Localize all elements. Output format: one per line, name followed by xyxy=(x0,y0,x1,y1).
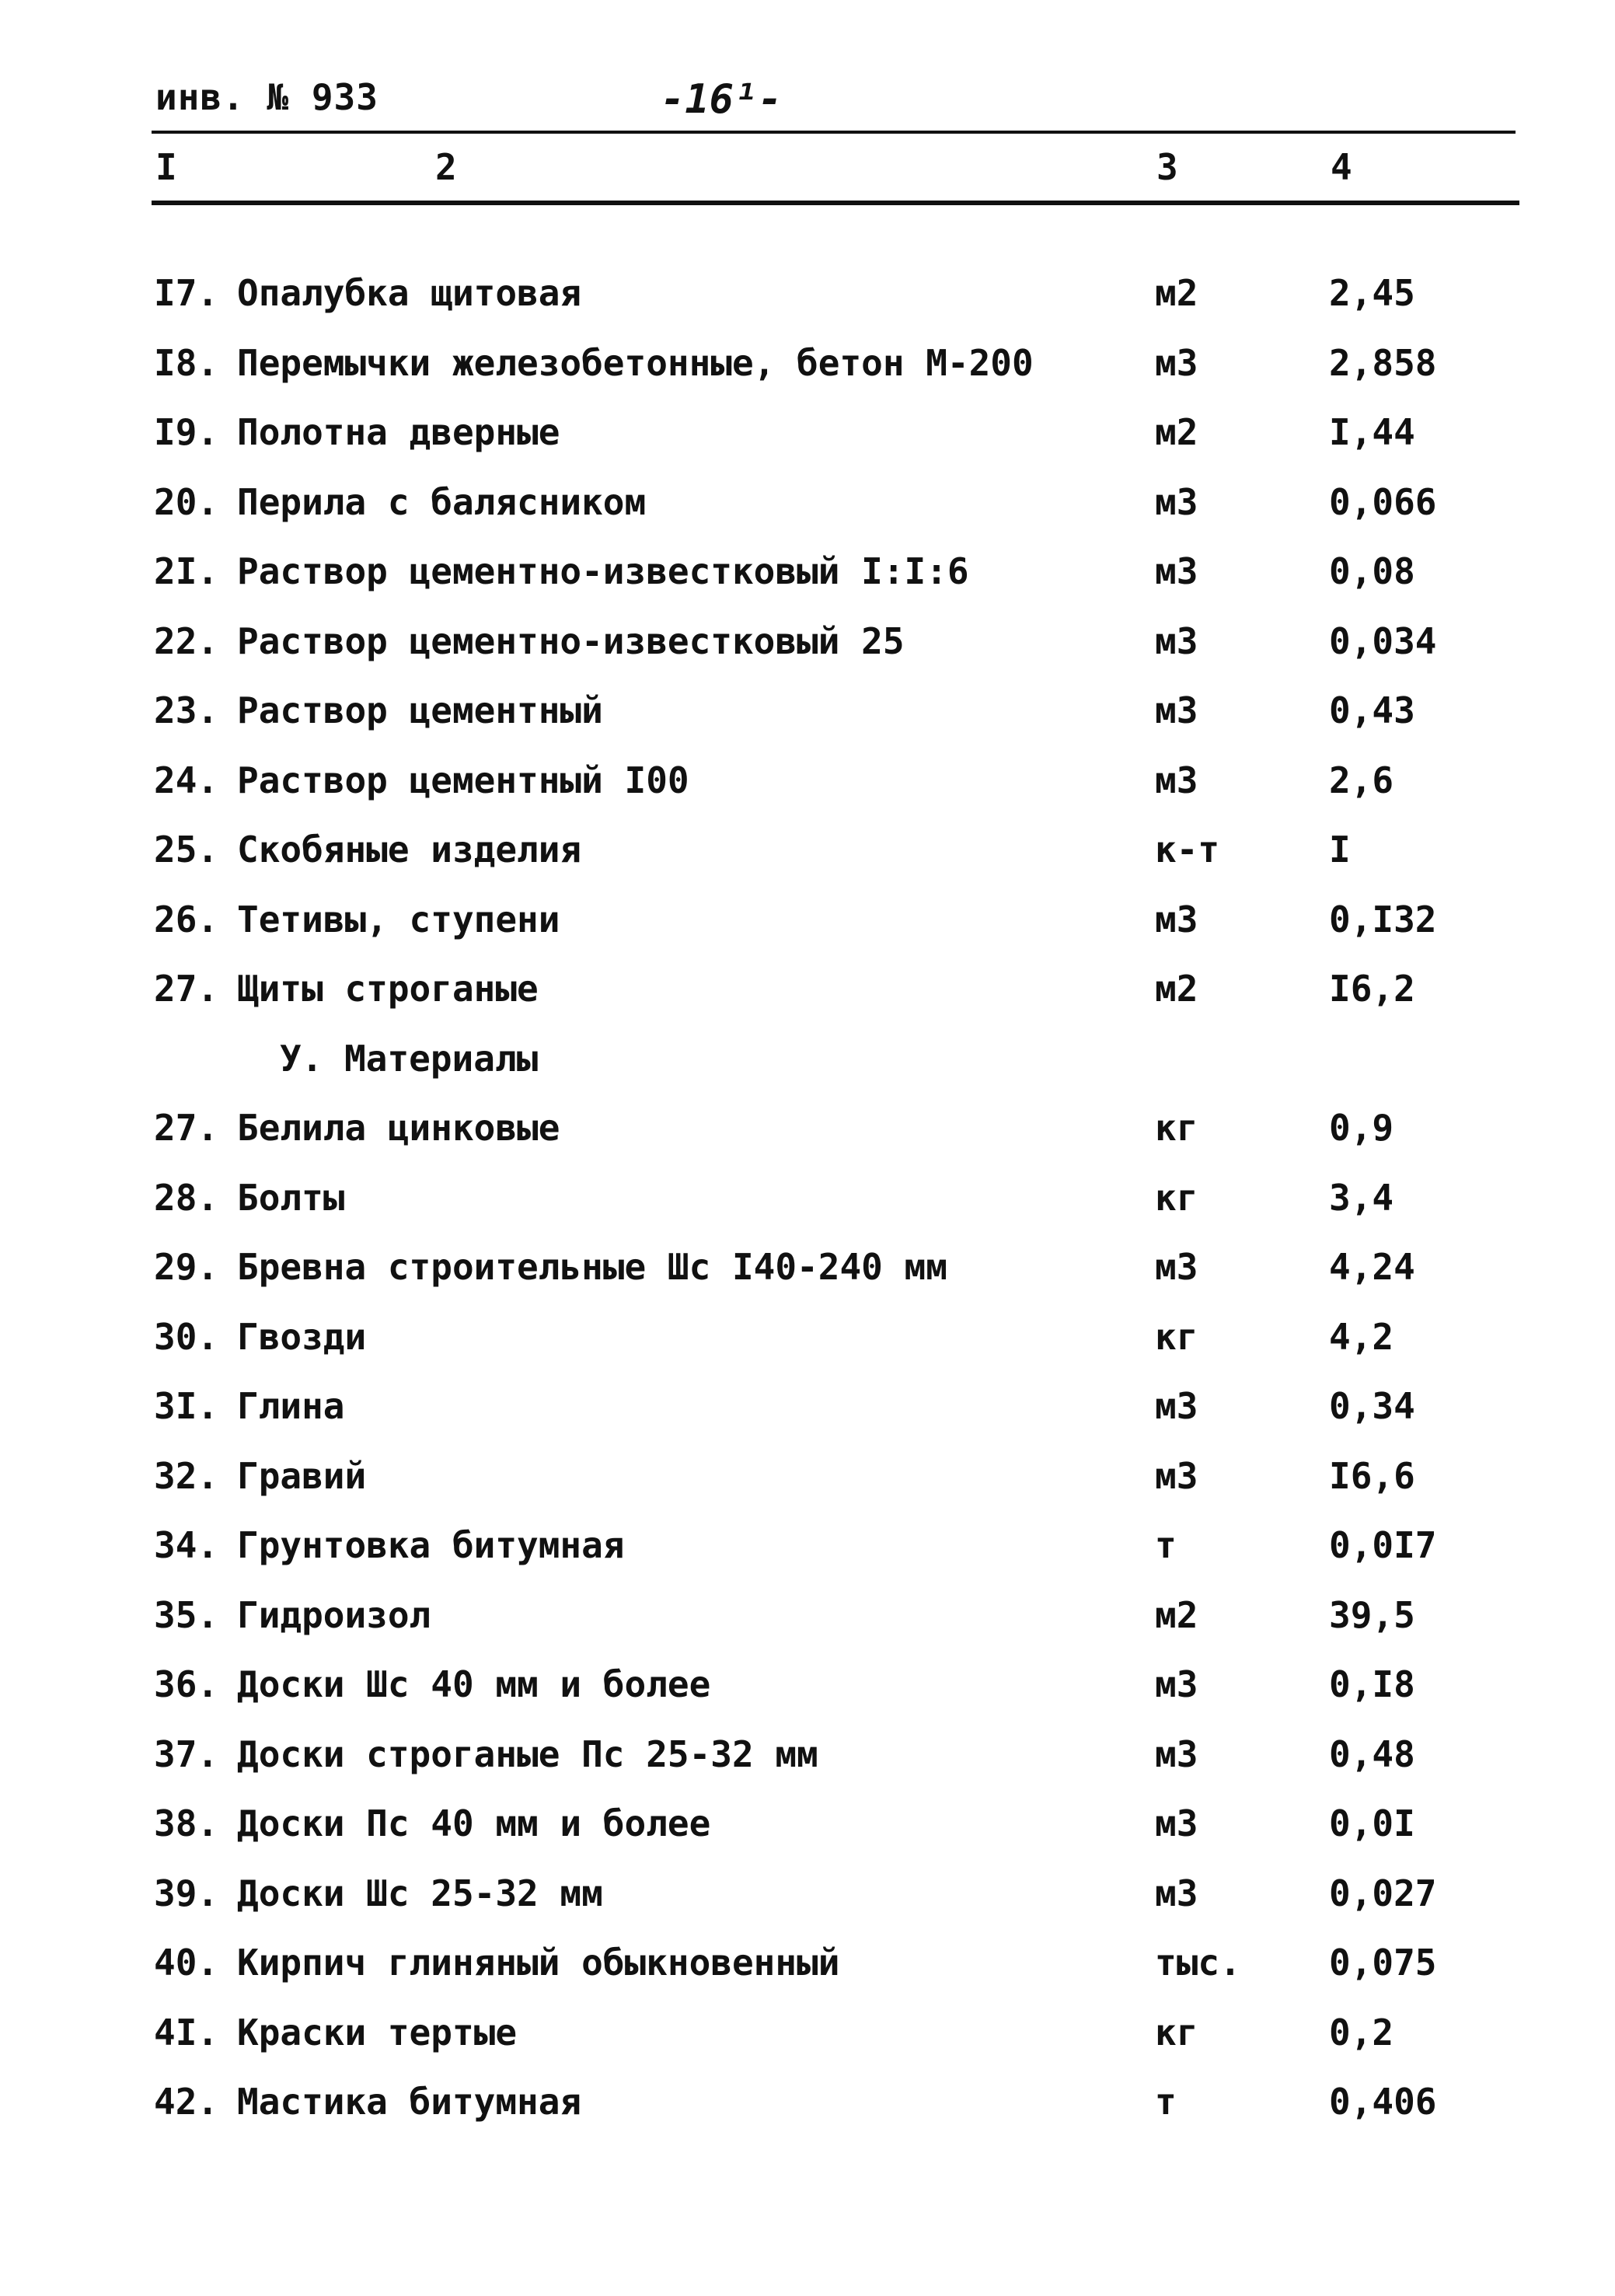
item-name: Доски Шс 40 мм и более xyxy=(237,1663,711,1705)
item-quantity: 0,406 xyxy=(1329,2081,1437,2123)
item-number: 27. xyxy=(154,1107,219,1149)
item-quantity: 39,5 xyxy=(1329,1593,1415,1636)
item-quantity: I6,6 xyxy=(1329,1454,1415,1497)
items-table xyxy=(0,264,1615,2143)
item-unit: м2 xyxy=(1155,411,1198,453)
page-number: -16¹- xyxy=(661,76,783,123)
item-number: 40. xyxy=(154,1942,219,1984)
item-quantity: 3,4 xyxy=(1329,1176,1394,1219)
table-row xyxy=(0,960,1615,1030)
item-number: 25. xyxy=(154,829,219,871)
item-quantity: 2,858 xyxy=(1329,341,1437,384)
table-row xyxy=(0,1308,1615,1378)
item-number: 20. xyxy=(154,480,219,523)
item-number: 26. xyxy=(154,898,219,940)
table-row xyxy=(0,1795,1615,1865)
item-unit: м3 xyxy=(1155,898,1198,940)
table-row xyxy=(0,1725,1615,1795)
item-number: I9. xyxy=(154,411,219,453)
table-row xyxy=(0,1377,1615,1447)
item-quantity: 0,34 xyxy=(1329,1385,1415,1427)
item-quantity: 0,48 xyxy=(1329,1732,1415,1775)
table-row xyxy=(0,1238,1615,1308)
item-quantity: 0,2 xyxy=(1329,2011,1394,2053)
item-name: Щиты строганые xyxy=(237,968,539,1010)
item-number: 29. xyxy=(154,1246,219,1288)
item-quantity: I6,2 xyxy=(1329,968,1415,1010)
item-name: Гвозди xyxy=(237,1315,367,1358)
table-row xyxy=(0,1169,1615,1239)
table-row xyxy=(0,1099,1615,1169)
header-rule-bottom xyxy=(152,201,1519,205)
item-quantity: 0,43 xyxy=(1329,689,1415,731)
item-quantity: 4,24 xyxy=(1329,1246,1415,1288)
item-number: 36. xyxy=(154,1663,219,1705)
item-unit: м3 xyxy=(1155,1732,1198,1775)
item-unit: м3 xyxy=(1155,1872,1198,1914)
item-name: Болты xyxy=(237,1176,345,1219)
item-name: Доски Шс 25-32 мм xyxy=(237,1872,603,1914)
item-name: Полотна дверные xyxy=(237,411,560,453)
table-row xyxy=(0,1656,1615,1725)
item-quantity: 0,075 xyxy=(1329,1942,1437,1984)
column-header-1: I xyxy=(155,146,177,188)
table-row xyxy=(0,821,1615,891)
item-unit: м3 xyxy=(1155,550,1198,592)
item-name: Бревна строительные Шс I40-240 мм xyxy=(237,1246,947,1288)
item-unit: м3 xyxy=(1155,1454,1198,1497)
table-row xyxy=(0,1865,1615,1935)
item-name: Белила цинковые xyxy=(237,1107,560,1149)
section-heading-row xyxy=(0,1030,1615,1100)
item-quantity: I,44 xyxy=(1329,411,1415,453)
item-name: Раствор цементный I00 xyxy=(237,759,689,801)
item-unit: тыс. xyxy=(1155,1942,1241,1984)
item-unit: м3 xyxy=(1155,341,1198,384)
item-number: 37. xyxy=(154,1732,219,1775)
table-row xyxy=(0,1516,1615,1586)
item-unit: м2 xyxy=(1155,968,1198,1010)
item-unit: м3 xyxy=(1155,1246,1198,1288)
item-number: 38. xyxy=(154,1802,219,1844)
inventory-number xyxy=(155,76,378,118)
item-unit: кг xyxy=(1155,1107,1198,1149)
item-unit: кг xyxy=(1155,1315,1198,1358)
item-name: Тетивы, ступени xyxy=(237,898,560,940)
item-unit: м3 xyxy=(1155,1385,1198,1427)
item-unit: кг xyxy=(1155,1176,1198,1219)
item-name: Раствор цементный xyxy=(237,689,603,731)
item-name: Гидроизол xyxy=(237,1593,431,1636)
item-number: 2I. xyxy=(154,550,219,592)
item-name: Кирпич глиняный обыкновенный xyxy=(237,1942,840,1984)
table-row xyxy=(0,682,1615,752)
item-name: Опалубка щитовая xyxy=(237,272,582,314)
table-row xyxy=(0,403,1615,473)
item-name: Доски строганые Пс 25-32 мм xyxy=(237,1732,818,1775)
item-name: Скобяные изделия xyxy=(237,829,582,871)
header-rule-top xyxy=(152,131,1516,134)
item-quantity: 0,034 xyxy=(1329,619,1437,662)
item-quantity: 0,0I7 xyxy=(1329,1524,1437,1566)
item-number: 22. xyxy=(154,619,219,662)
item-quantity: 2,6 xyxy=(1329,759,1394,801)
table-row xyxy=(0,543,1615,612)
item-unit: м3 xyxy=(1155,689,1198,731)
item-quantity: 0,066 xyxy=(1329,480,1437,523)
table-row xyxy=(0,2004,1615,2074)
item-quantity: 0,I32 xyxy=(1329,898,1437,940)
item-unit: м3 xyxy=(1155,759,1198,801)
item-unit: кг xyxy=(1155,2011,1198,2053)
item-unit: к-т xyxy=(1155,829,1220,871)
column-headers xyxy=(0,146,1615,193)
item-number: 35. xyxy=(154,1593,219,1636)
item-unit: м3 xyxy=(1155,1663,1198,1705)
item-name: Раствор цементно-известковый I:I:6 xyxy=(237,550,969,592)
item-quantity: 4,2 xyxy=(1329,1315,1394,1358)
item-name: Раствор цементно-известковый 25 xyxy=(237,619,905,662)
table-row xyxy=(0,612,1615,682)
table-row xyxy=(0,1447,1615,1517)
item-number: 27. xyxy=(154,968,219,1010)
item-unit: м3 xyxy=(1155,480,1198,523)
item-number: I8. xyxy=(154,341,219,384)
item-unit: м2 xyxy=(1155,1593,1198,1636)
table-row xyxy=(0,1934,1615,2004)
item-name: Доски Пс 40 мм и более xyxy=(237,1802,711,1844)
section-title: У. Материалы xyxy=(280,1037,539,1080)
item-quantity: 0,027 xyxy=(1329,1872,1437,1914)
item-name: Гравий xyxy=(237,1454,367,1497)
item-name: Краски тертые xyxy=(237,2011,518,2053)
table-row xyxy=(0,473,1615,543)
item-quantity: 0,9 xyxy=(1329,1107,1394,1149)
item-number: 23. xyxy=(154,689,219,731)
table-row xyxy=(0,891,1615,961)
table-row xyxy=(0,752,1615,822)
column-header-3: 3 xyxy=(1156,146,1178,188)
item-number: 28. xyxy=(154,1176,219,1219)
item-unit: м3 xyxy=(1155,619,1198,662)
item-number: 4I. xyxy=(154,2011,219,2053)
item-quantity: 2,45 xyxy=(1329,272,1415,314)
item-number: 3I. xyxy=(154,1385,219,1427)
item-quantity: 0,I8 xyxy=(1329,1663,1415,1705)
item-number: 30. xyxy=(154,1315,219,1358)
item-quantity: 0,08 xyxy=(1329,550,1415,592)
item-quantity: I xyxy=(1329,829,1351,871)
table-row xyxy=(0,334,1615,404)
item-number: 34. xyxy=(154,1524,219,1566)
table-row xyxy=(0,264,1615,334)
item-name: Грунтовка битумная xyxy=(237,1524,625,1566)
item-unit: м2 xyxy=(1155,272,1198,314)
inventory-label: инв. № 933 xyxy=(155,76,378,118)
item-name: Перемычки железобетонные, бетон М-200 xyxy=(237,341,1034,384)
item-unit: м3 xyxy=(1155,1802,1198,1844)
item-name: Перила с балясником xyxy=(237,480,647,523)
item-name: Мастика битумная xyxy=(237,2081,582,2123)
item-quantity: 0,0I xyxy=(1329,1802,1415,1844)
item-unit: т xyxy=(1155,2081,1177,2123)
table-row xyxy=(0,2073,1615,2143)
item-number: 39. xyxy=(154,1872,219,1914)
table-row xyxy=(0,1586,1615,1656)
item-number: 32. xyxy=(154,1454,219,1497)
column-header-4: 4 xyxy=(1331,146,1352,188)
item-number: I7. xyxy=(154,272,219,314)
item-unit: т xyxy=(1155,1524,1177,1566)
item-number: 24. xyxy=(154,759,219,801)
column-header-2: 2 xyxy=(435,146,457,188)
item-name: Глина xyxy=(237,1385,345,1427)
item-number: 42. xyxy=(154,2081,219,2123)
